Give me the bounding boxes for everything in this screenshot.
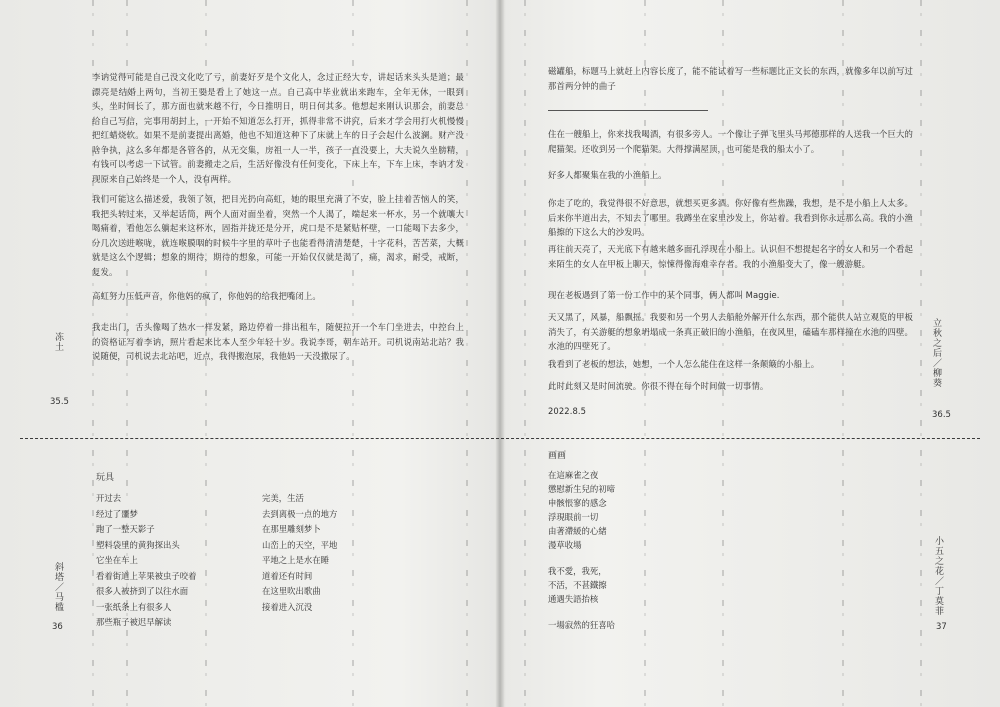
poem-line: 接着进入沉没 xyxy=(262,601,313,612)
poem-line: 不活，不甚鐵擦 xyxy=(548,580,607,590)
poem-line: 道着还有时间 xyxy=(262,570,313,581)
left-bottom-page-number: 36 xyxy=(52,622,63,632)
right-paragraph-5: 再往前天亮了，天光底下有越来越多面孔浮现在小船上。认识但不想提起名字的女人和另一个看起来陌生的女人在甲板上聊天，惊悚得像海难幸存者。我的小渔船变大了，像一艘游艇。 xyxy=(548,244,913,269)
left-bottom-section-label: 斜塔／马槛 xyxy=(53,562,63,612)
right-paragraph-9: 此时此刻又是时间流驶。你很不得在每个时间做一切事情。 xyxy=(548,381,769,391)
left-paragraph-1: 李讷觉得可能是自己没文化吃了亏，前妻好歹是个文化人，念过正经大专，讲起话来头头是道；最漂亮是结婚上两句，当初王要是看上了她这一点。自己高中毕业就出来跑车，全年无休，一眼到头，坐时间长了，那方面也就来越不行，今日推明日，明日何其多。他想起来刚认识那会，前妻总给自己写信，完事用胡封上，一开始不知道怎么打开，抓得非常不讲究，后来才学会用打火机慢慢把红蜡烧软。如果不是前妻提出离婚，他也不知道这种下了床就上车的日子会起什么波澜。财产没啥争执，这么多年都是各管各的，从无交集，房祖一人一半，孩子一直没要上，大夫说久坐膀精，有钱可以考虑一下试管。前妻搬走之后，生活好像没有任何变化，下床上车，下车上床，李讷才发现原来自己始终是一个人，没有两样。 xyxy=(92,72,464,184)
poem-line: 懲慰新生兒的初啼 xyxy=(548,484,615,494)
poem-line: 在這麻雀之夜 xyxy=(548,470,599,480)
poem-line: 山峦上的天空，平地 xyxy=(262,539,338,550)
right-bottom-page-number: 37 xyxy=(936,622,947,632)
poem-line: 一場寂然的狂喜哈 xyxy=(548,620,615,630)
poem-line: 通遇失語抬核 xyxy=(548,594,599,604)
poem-line: 经过了噩梦 xyxy=(96,508,138,519)
left-paragraph-4: 我走出门，舌头像喝了热水一样发紧，路边停着一排出租车，随便拉开一个车门坐进去，中控台上的资格证写着李讷，照片看起来比本人至少年轻十岁。我说李哥，朝车站开。司机说南站北站？我说随便，司机说去北站吧，近点，我得搬泡尿，我他妈一天没撒尿了。 xyxy=(92,322,464,361)
poem-line: 看着街道上苹果被虫子咬着 xyxy=(96,570,197,581)
poem-line: 完美，生活 xyxy=(262,493,304,503)
section-rule xyxy=(548,110,708,111)
poem-line: 我不愛，我死， xyxy=(548,566,607,576)
right-paragraph-7: 天又黑了，风暴，船飘摇。我要和另一个男人去船舱外解开什么东西，那个能供人站立观览的甲板消失了，有关游艇的想象坍塌成一条真正破旧的小渔船，在夜风里，磕磕车那样撞在水池的四壁。水池的四壁死了。 xyxy=(548,312,913,351)
poem-line: 平地之上是水在睡 xyxy=(262,555,329,565)
poem-painting xyxy=(548,468,748,632)
poem-title-painting: 画画 xyxy=(548,451,567,461)
right-paragraph-4: 你走了吃的，我觉得很不好意思，就想买更多酒。你好像有些焦躁，我想，是不是小船上人太多。后来你半道出去，不知去了哪里。我蹲坐在家里沙发上，你站着。我看到你永远那么高。我的小渔船擦的下这么大的沙发吗。 xyxy=(548,198,913,237)
right-paragraph-2: 住在一艘船上，你来找我喝酒，有很多旁人。一个像让子弹飞里头马邦德那样的人送我一个巨大的爬猫架。还收到另一个爬猫架。大得撑满屋顶，也可能是我的船太小了。 xyxy=(548,129,913,154)
poem-line: 很多人被挤到了以往水面 xyxy=(96,586,189,596)
poem-line: 申骸悵寥的感念 xyxy=(548,498,607,508)
poem-line: 去到离极一点的地方 xyxy=(262,508,338,519)
poem-line: 它坐在车上 xyxy=(96,555,138,565)
poem-line: 在这里吹出歌曲 xyxy=(262,586,321,596)
left-paragraph-3: 高虹努力压低声音，你他妈的疯了，你他妈的给我把嘴闭上。 xyxy=(92,291,321,301)
poem-line: 塑料袋里的黄狗探出头 xyxy=(96,539,180,550)
poem-stanza-break xyxy=(548,606,748,618)
left-top-section-label: 冻土 xyxy=(53,332,63,352)
left-paragraph-2: 我们可能这么描述爱，我领了领，把目光扔向高虹，她的眼里充满了不安，脸上挂着苦恼人的笑，我把头转过来，又举起话筒，两个人面对面坐着，突然一个人渴了，端起来一杯水，另一个就嚷大喝痛着，看他怎么躺起来这杯水，固指并拢还是分开，虎口是不是紧贴杯壁，一口能喝下去多少，分几次送进喉咙，就连喉膜咽的时候牛字里的草叶子也能看得清清楚楚，十字花科，苦苦菜，大概就是这么个逻辑；想象的期待，期待的想象，可能一开始仅仅就是渴了，痛，渴求，耐受，戒断，复发。 xyxy=(92,194,464,277)
section-divider-dashed xyxy=(20,438,980,439)
right-paragraph-8: 我看到了老板的想法，她想，一个人怎么能住在这样一条颠簸的小船上。 xyxy=(548,359,820,369)
right-bottom-section-label: 小五之花／丁莫菲 xyxy=(933,536,943,616)
poem-line: 漫草收場 xyxy=(548,540,582,550)
right-paragraph-3: 好多人都聚集在我的小渔船上。 xyxy=(548,170,667,180)
left-top-page-number: 35.5 xyxy=(50,397,69,407)
poem-line: 在那里雕刻梦卜 xyxy=(262,524,321,534)
right-paragraph-6: 现在老板遇到了第一份工作中的某个同事，俩人都叫 Maggie. xyxy=(548,290,780,300)
poem-line: 开过去 xyxy=(96,493,122,503)
poem-line: 一张纸条上有很多人 xyxy=(96,601,172,612)
poem-title-toys: 玩具 xyxy=(96,473,115,483)
right-top-page-number: 36.5 xyxy=(932,410,951,420)
right-paragraph-1: 磁罐船，标题马上就赶上内容长度了，能不能试着写一些标题比正文长的东西，就像多年以前写过那首两分钟的曲子 xyxy=(548,66,913,91)
poem-line: 由著滯緩的心緒 xyxy=(548,526,607,536)
poem-toys-column-1 xyxy=(96,491,256,631)
right-top-section-label: 立秋之后／柳葵 xyxy=(931,318,941,388)
poem-stanza-break xyxy=(548,552,748,564)
poem-toys-column-2 xyxy=(262,491,422,615)
right-date: 2022.8.5 xyxy=(548,406,587,416)
poem-line: 那些瓶子被迟早解读 xyxy=(96,617,172,627)
poem-line: 浮現眼前一切 xyxy=(548,512,599,522)
right-page xyxy=(500,0,1000,707)
poem-line: 跑了一整天影子 xyxy=(96,524,155,534)
